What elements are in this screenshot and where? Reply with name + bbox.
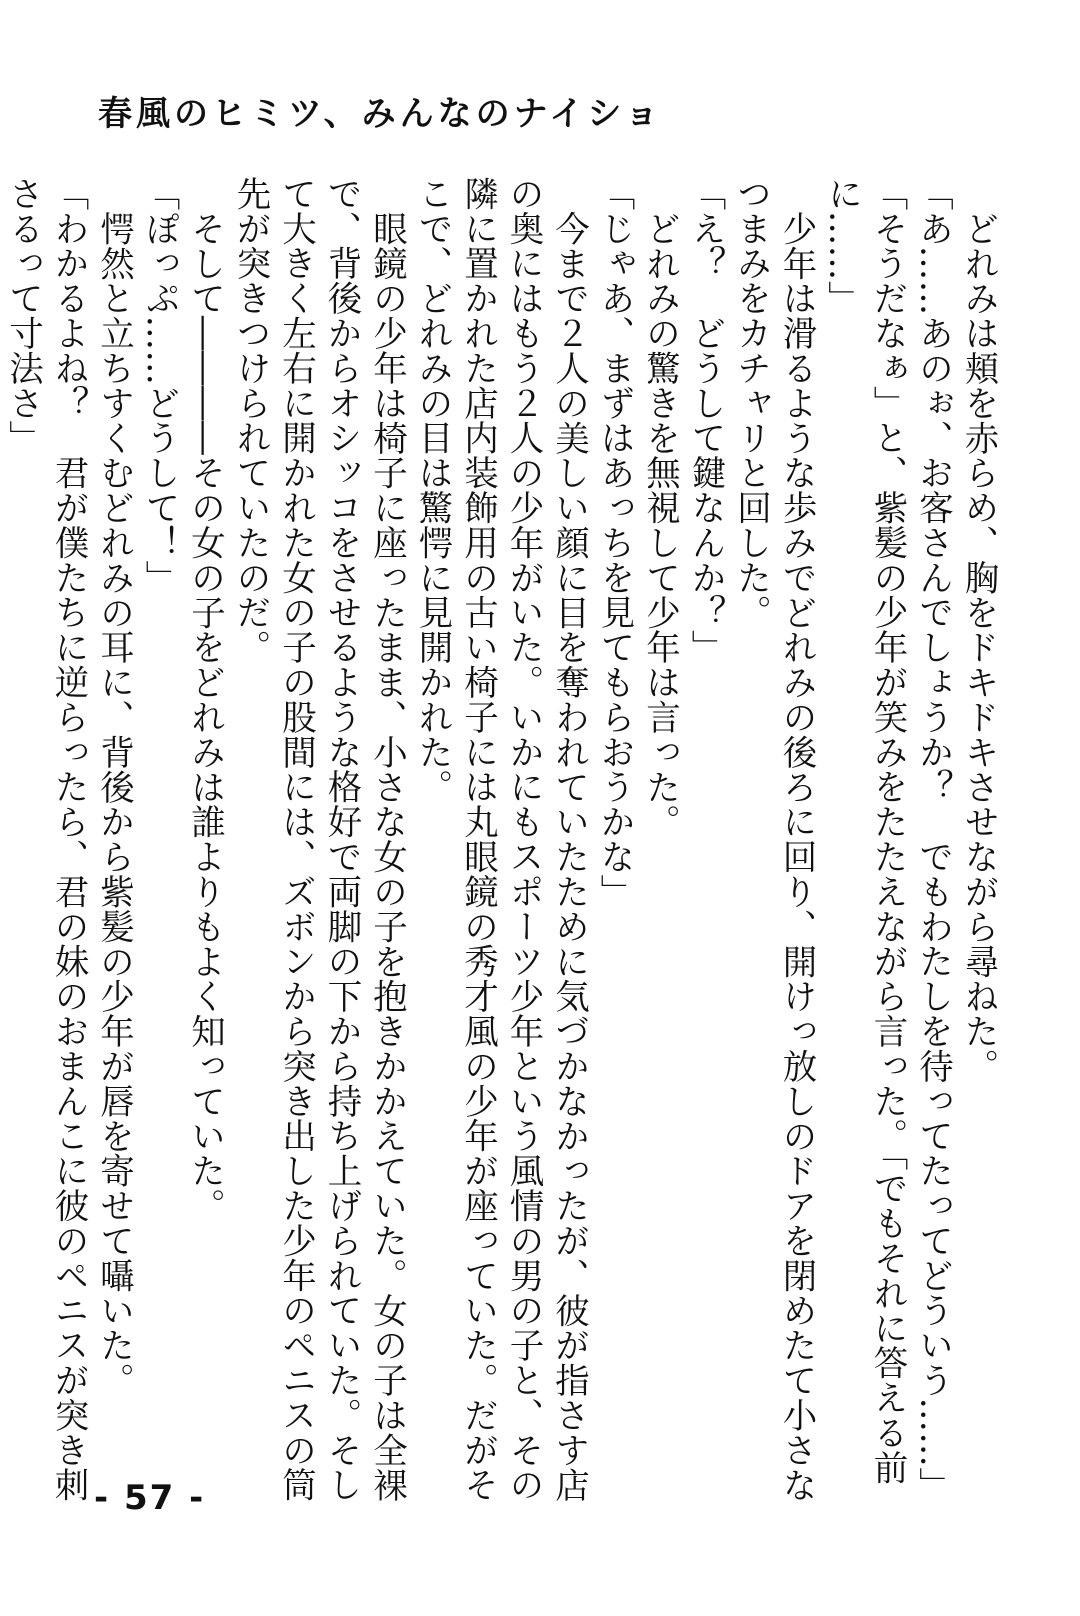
paragraph: 愕然と立ちすくむどれみの耳に、背後から紫髪の少年が唇を寄せて囁いた。	[93, 210, 134, 1398]
paragraph: 「ぽっぷ……どうして！」	[139, 176, 179, 595]
paragraph: 「え？ どうして鍵なんか？」	[685, 176, 725, 665]
paragraph: 少年は滑るような歩みでどれみの後ろに回り、開けっ放しのドアを閉めたて小さなつまみをカチャリと回した。	[730, 176, 816, 1502]
paragraph: 今まで２人の美しい顔に目を奪われていたために気づかなかったが、彼が指さす店の奥にはもう２人の少年がいた。いかにもスポーツ少年という風情の男の子と、その隣に置かれた店内装飾用の古い椅子には丸眼鏡の秀才風の少年が座っていた。だがそこで、どれみの目は驚愕に見開かれた。	[412, 176, 589, 1503]
paragraph: どれみは頬を赤らめ、胸をドキドキさせながら尋ねた。	[958, 210, 998, 1083]
body-text	[2, 176, 1000, 1524]
paragraph: 眼鏡の少年は椅子に座ったまま、小さな女の子を抱きかかえていた。女の子は全裸で、背後からオシッコをさせるような格好で両脚の下から持ち上げられていた。そして大きく左右に開かれた女の子の股間には、ズボンから突き出した少年のペニスの筒先が突きつけられていたのだ。	[230, 176, 407, 1503]
paragraph: 「そうだなぁ」と、紫髪の少年が笑みをたたえながら言った。「でもそれに答える前に……」	[821, 176, 907, 1485]
paragraph: 「あ……あのぉ、お客さんでしょうか？ でもわたしを待ってたってどういう……」	[912, 176, 953, 1503]
paragraph: そして――――その女の子をどれみは誰よりもよく知っていた。	[184, 210, 225, 1223]
paragraph: 「じゃあ、まずはあっちを見てもらおうかな」	[594, 176, 634, 909]
page-number: - 57 -	[94, 1478, 206, 1518]
paragraph: 「わかるよね？ 君が僕たちに逆らったら、君の妹のおまんこに彼のペニスが突き刺さるって寸法さ」	[2, 176, 88, 1503]
chapter-title: 春風のヒミツ、みんなのナイショ	[98, 94, 663, 134]
paragraph: どれみの驚きを無視して少年は言った。	[639, 210, 680, 839]
